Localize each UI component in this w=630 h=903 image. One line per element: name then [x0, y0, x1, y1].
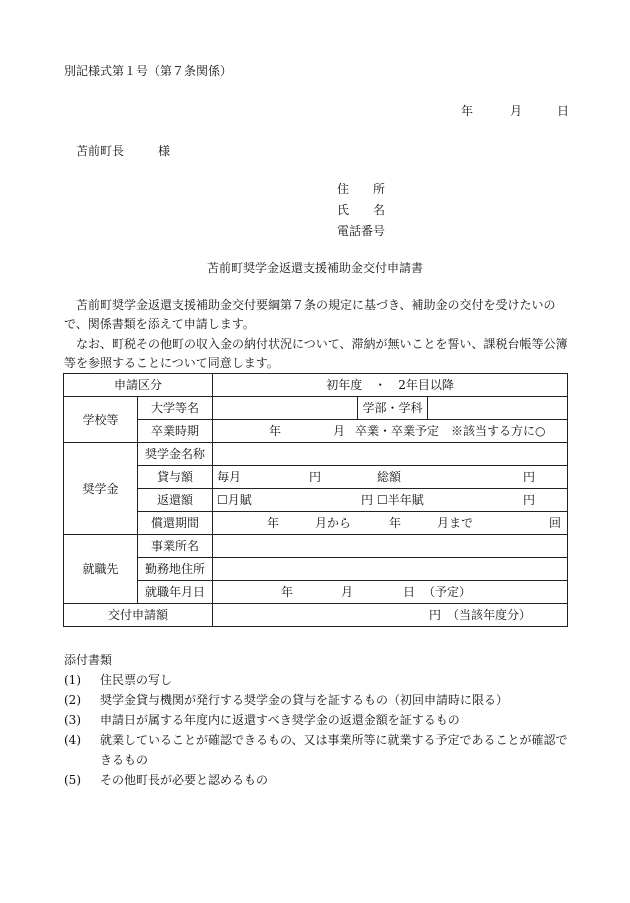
item-text: 申請日が属する年度内に返還すべき奨学金の返還金額を証するもの — [100, 713, 460, 727]
grad-label: 卒業時期 — [138, 420, 213, 443]
repay-yen-1: 円 — [361, 493, 374, 507]
repay-label: 返還額 — [138, 489, 213, 512]
period-year-2: 年 — [389, 516, 402, 530]
period-to: 月まで — [437, 516, 474, 530]
addressee-suffix: 様 — [158, 144, 171, 158]
amount-label: 交付申請額 — [64, 604, 213, 627]
period-count: 回 — [549, 516, 562, 530]
univ-input[interactable] — [213, 397, 358, 420]
company-label: 事業所名 — [138, 535, 213, 558]
scholarship-group-label: 奨学金 — [64, 443, 138, 535]
loan-yen-1: 円 — [309, 470, 322, 484]
work-address-label: 勤務地住所 — [138, 558, 213, 581]
period-label: 償還期間 — [138, 512, 213, 535]
applicant-address-label: 住 所 — [337, 182, 386, 196]
employment-date-label: 就職年月日 — [138, 581, 213, 604]
table-row — [64, 489, 568, 512]
item-text: 住民票の写し — [100, 673, 173, 687]
repay-half[interactable]: ☐半年賦 — [377, 493, 424, 507]
item-number: (2) — [64, 693, 81, 707]
table-row — [64, 581, 568, 604]
company-input[interactable] — [213, 535, 568, 558]
period-year-1: 年 — [267, 516, 280, 530]
loan-input[interactable] — [213, 466, 568, 489]
table-row — [64, 604, 568, 627]
work-address-input[interactable] — [213, 558, 568, 581]
form-id: 別記様式第１号（第７条関係） — [64, 64, 233, 78]
body-paragraph-2: なお、町税その他町の収入金の納付状況について、滞納が無いことを誓い、課税台帳等公簿等を参照することについて同意します。 — [64, 337, 568, 370]
period-input[interactable] — [213, 512, 568, 535]
list-item — [64, 670, 574, 690]
table-row — [64, 466, 568, 489]
item-text: 就業していることが確認できるもの、又は事業所等に就業する予定であることが確認できるもの — [100, 733, 568, 767]
loan-monthly: 毎月 — [217, 470, 242, 484]
emp-year: 年 — [281, 585, 294, 599]
item-number: (3) — [64, 713, 81, 727]
date-month: 月 — [510, 104, 523, 118]
emp-month: 月 — [341, 585, 354, 599]
repay-input[interactable] — [213, 489, 568, 512]
body-paragraph-1: 苫前町奨学金返還支援補助金交付要綱第７条の規定に基づき、補助金の交付を受けたいので、関係書類を添えて申請します。 — [64, 298, 556, 331]
apply-type-label: 申請区分 — [64, 374, 213, 397]
table-row — [64, 443, 568, 466]
attachments-list — [64, 670, 574, 790]
table-row — [64, 558, 568, 581]
amount-unit: 円 （当該年度分） — [429, 608, 532, 622]
list-item — [64, 710, 574, 730]
dept-input[interactable] — [428, 397, 568, 420]
table-row — [64, 397, 568, 420]
application-table — [63, 373, 568, 627]
amount-input[interactable] — [213, 604, 568, 627]
dept-label: 学部・学科 — [358, 397, 428, 420]
table-row — [64, 374, 568, 397]
date-year: 年 — [461, 104, 474, 118]
addressee-name: 苫前町長 — [76, 144, 125, 158]
grad-month: 月 — [333, 424, 346, 438]
item-number: (1) — [64, 673, 81, 687]
item-number: (4) — [64, 733, 81, 747]
univ-label: 大学等名 — [138, 397, 213, 420]
apply-type-value[interactable]: 初年度 ・ 2年目以降 — [213, 374, 568, 397]
loan-yen-2: 円 — [523, 470, 536, 484]
repay-yen-2: 円 — [523, 493, 536, 507]
table-row — [64, 535, 568, 558]
applicant-name-label: 氏 名 — [337, 203, 386, 217]
applicant-phone-label: 電話番号 — [337, 224, 386, 238]
loan-label: 貸与額 — [138, 466, 213, 489]
table-row — [64, 512, 568, 535]
date-day: 日 — [557, 104, 570, 118]
applicant-block — [337, 181, 385, 244]
list-item — [64, 730, 574, 770]
item-text: 奨学金貸与機関が発行する奨学金の貸与を証するもの（初回申請時に限る） — [100, 693, 509, 707]
employment-date-input[interactable] — [213, 581, 568, 604]
scholarship-name-input[interactable] — [213, 443, 568, 466]
attachments-title: 添付書類 — [64, 653, 113, 667]
loan-total: 総額 — [377, 470, 402, 484]
addressee — [76, 143, 171, 159]
list-item — [64, 770, 574, 790]
emp-day: 日 — [403, 585, 416, 599]
document-title: 苫前町奨学金返還支援補助金交付申請書 — [206, 261, 423, 275]
item-text: その他町長が必要と認めるもの — [100, 773, 269, 787]
scholarship-name-label: 奨学金名称 — [138, 443, 213, 466]
item-number: (5) — [64, 773, 81, 787]
repay-monthly[interactable]: ☐月賦 — [217, 493, 252, 507]
table-row — [64, 420, 568, 443]
period-from: 月から — [315, 516, 352, 530]
grad-input[interactable] — [213, 420, 568, 443]
list-item — [64, 690, 574, 710]
emp-note: （予定） — [423, 585, 472, 599]
grad-value: 卒業・卒業予定 ※該当する方に○ — [355, 424, 546, 438]
grad-year: 年 — [269, 424, 282, 438]
employment-group-label: 就職先 — [64, 535, 138, 604]
school-group-label: 学校等 — [64, 397, 138, 443]
